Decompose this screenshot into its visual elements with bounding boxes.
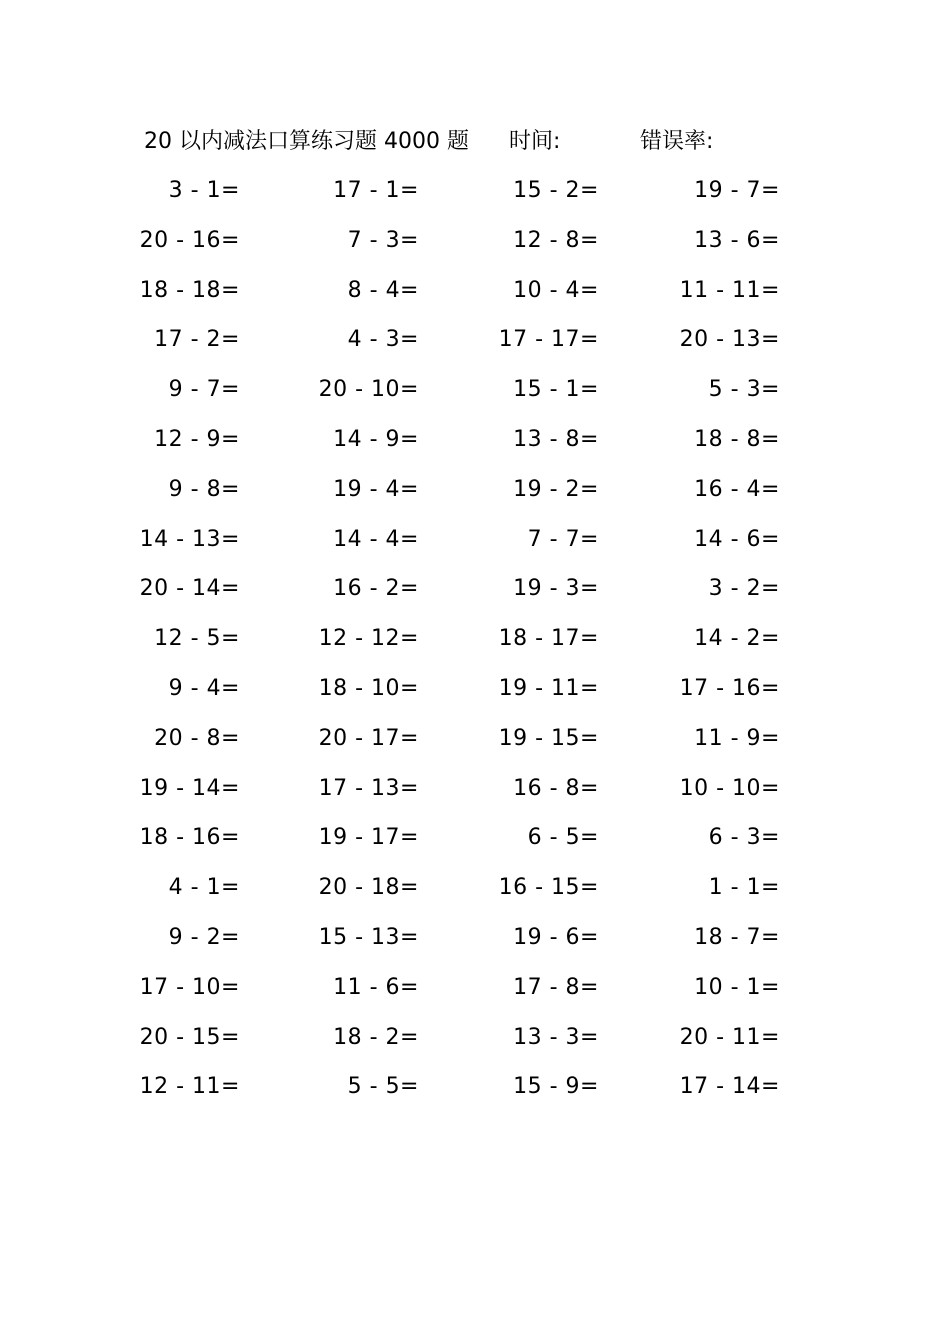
subtraction-problem: 9 - 8= — [168, 476, 240, 502]
subtraction-problem: 15 - 2= — [513, 178, 599, 203]
subtraction-problem: 14 - 4= — [333, 526, 419, 552]
subtraction-problem: 9 - 2= — [168, 925, 240, 950]
subtraction-problem: 12 - 11= — [139, 1074, 240, 1100]
subtraction-problem: 17 - 14= — [679, 1074, 780, 1100]
subtraction-problem: 14 - 9= — [333, 427, 419, 452]
subtraction-problem: 18 - 8= — [694, 427, 780, 452]
problem-row — [0, 266, 950, 316]
subtraction-problem: 1 - 1= — [708, 875, 780, 901]
problem-row — [0, 664, 950, 714]
subtraction-problem: 6 - 5= — [527, 825, 599, 851]
subtraction-problem: 13 - 3= — [513, 1024, 599, 1050]
problem-row — [0, 564, 950, 614]
subtraction-problem: 9 - 4= — [168, 676, 240, 701]
subtraction-problem: 16 - 8= — [513, 775, 599, 801]
subtraction-problem: 18 - 16= — [139, 825, 240, 851]
subtraction-problem: 12 - 9= — [154, 427, 240, 452]
problem-row — [0, 1013, 950, 1063]
worksheet-header — [0, 124, 950, 160]
subtraction-problem: 19 - 4= — [333, 476, 419, 502]
subtraction-problem: 13 - 8= — [513, 427, 599, 452]
problem-row — [0, 515, 950, 565]
time-label: 时间: — [509, 129, 561, 154]
problem-row — [0, 1062, 950, 1112]
subtraction-problem: 12 - 5= — [154, 626, 240, 652]
error-rate-label: 错误率: — [640, 129, 714, 154]
subtraction-problem: 4 - 1= — [168, 875, 240, 901]
subtraction-problem: 20 - 8= — [154, 725, 240, 751]
subtraction-problem: 20 - 18= — [318, 875, 419, 901]
problem-row — [0, 913, 950, 963]
subtraction-problem: 3 - 1= — [168, 178, 240, 203]
subtraction-problem: 17 - 13= — [318, 775, 419, 801]
subtraction-problem: 14 - 13= — [139, 526, 240, 552]
subtraction-problem: 18 - 7= — [694, 925, 780, 950]
subtraction-problem: 19 - 11= — [498, 676, 599, 701]
subtraction-problem: 19 - 17= — [318, 825, 419, 851]
problem-row — [0, 863, 950, 913]
subtraction-problem: 14 - 6= — [694, 526, 780, 552]
subtraction-problem: 5 - 5= — [347, 1074, 419, 1100]
subtraction-problem: 20 - 14= — [139, 576, 240, 602]
problem-row — [0, 365, 950, 415]
subtraction-problem: 7 - 3= — [347, 227, 419, 253]
subtraction-problem: 15 - 9= — [513, 1074, 599, 1100]
problem-row — [0, 216, 950, 266]
subtraction-problem: 10 - 4= — [513, 277, 599, 303]
subtraction-problem: 18 - 2= — [333, 1024, 419, 1050]
subtraction-problem: 4 - 3= — [347, 327, 419, 353]
subtraction-problem: 17 - 17= — [498, 327, 599, 353]
subtraction-problem: 20 - 16= — [139, 227, 240, 253]
subtraction-problem: 7 - 7= — [527, 526, 599, 552]
subtraction-problem: 19 - 2= — [513, 476, 599, 502]
problem-row — [0, 963, 950, 1013]
subtraction-problem: 20 - 15= — [139, 1024, 240, 1050]
problem-row — [0, 415, 950, 465]
subtraction-problem: 20 - 10= — [318, 377, 419, 403]
subtraction-problem: 10 - 1= — [694, 974, 780, 1000]
problem-row — [0, 315, 950, 365]
subtraction-problem: 17 - 16= — [679, 676, 780, 701]
subtraction-problem: 17 - 8= — [513, 974, 599, 1000]
subtraction-problem: 19 - 15= — [498, 725, 599, 751]
problem-row — [0, 614, 950, 664]
subtraction-problem: 19 - 7= — [694, 178, 780, 203]
problem-row — [0, 714, 950, 764]
subtraction-problem: 12 - 8= — [513, 227, 599, 253]
subtraction-problem: 17 - 1= — [333, 178, 419, 203]
subtraction-problem: 10 - 10= — [679, 775, 780, 801]
subtraction-problem: 8 - 4= — [347, 277, 419, 303]
subtraction-problem: 5 - 3= — [708, 377, 780, 403]
subtraction-problem: 16 - 4= — [694, 476, 780, 502]
subtraction-problem: 15 - 13= — [318, 925, 419, 950]
subtraction-problem: 13 - 6= — [694, 227, 780, 253]
subtraction-problem: 19 - 3= — [513, 576, 599, 602]
problem-row — [0, 465, 950, 515]
subtraction-problem: 16 - 2= — [333, 576, 419, 602]
subtraction-problem: 6 - 3= — [708, 825, 780, 851]
subtraction-problem: 11 - 11= — [679, 277, 780, 303]
problem-row — [0, 813, 950, 863]
subtraction-problem: 20 - 11= — [679, 1024, 780, 1050]
subtraction-problem: 3 - 2= — [708, 576, 780, 602]
subtraction-problem: 20 - 13= — [679, 327, 780, 353]
subtraction-problem: 14 - 2= — [694, 626, 780, 652]
subtraction-problem: 12 - 12= — [318, 626, 419, 652]
subtraction-problem: 19 - 6= — [513, 925, 599, 950]
subtraction-problem: 18 - 10= — [318, 676, 419, 701]
subtraction-problem: 16 - 15= — [498, 875, 599, 901]
subtraction-problem: 19 - 14= — [139, 775, 240, 801]
subtraction-problem: 11 - 6= — [333, 974, 419, 1000]
subtraction-problem: 20 - 17= — [318, 725, 419, 751]
subtraction-problem: 17 - 10= — [139, 974, 240, 1000]
problem-row — [0, 166, 950, 216]
worksheet-title: 20 以内减法口算练习题 4000 题 — [144, 129, 469, 154]
subtraction-problem: 18 - 17= — [498, 626, 599, 652]
subtraction-problem: 9 - 7= — [168, 377, 240, 403]
problem-row — [0, 764, 950, 814]
subtraction-problem: 15 - 1= — [513, 377, 599, 403]
subtraction-problem: 11 - 9= — [694, 725, 780, 751]
subtraction-problem: 17 - 2= — [154, 327, 240, 353]
subtraction-problem: 18 - 18= — [139, 277, 240, 303]
